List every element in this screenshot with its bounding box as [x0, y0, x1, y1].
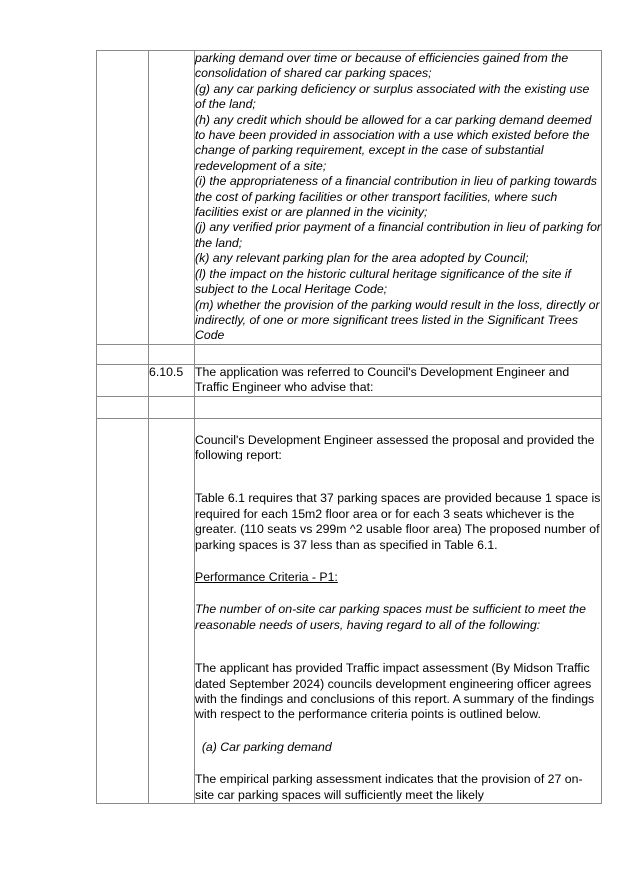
criteria-item: (i) the appropriateness of a financial contribution in lieu of parking towards the cost of parking facilities or other transport facilities, where such facilities exist or are planned in the vicinity; [195, 174, 597, 220]
report-intro: Council's Development Engineer assessed the proposal and provided the following report: [195, 432, 595, 462]
empty-cell [195, 396, 602, 418]
table-row [97, 396, 602, 418]
empty-cell [97, 344, 149, 364]
table-row [97, 51, 602, 345]
empty-cell [149, 396, 195, 418]
table-requirement-text: Table 6.1 requires that 37 parking spaces are provided because 1 space is required for each 15m2 floor area or for each 3 seats whichever is the greater. (110 seats vs 299m ^2 usable floor area) The proposed number of parking spaces is 37 less than as specified in Table 6.1. [195, 491, 601, 552]
empty-cell [97, 364, 149, 396]
performance-criteria-heading: Performance Criteria - P1: [195, 569, 338, 584]
section-text: The application was referred to Council's Development Engineer and Traffic Engineer who advise that: [195, 364, 602, 396]
assessment-summary: The applicant has provided Traffic impact assessment (By Midson Traffic dated September 2024) councils development engineering officer agrees with the findings and conclusions of this report. A summary of the findings with respect to the performance criteria points is outlined below. [195, 661, 595, 722]
table-row [97, 344, 602, 364]
criteria-list-cell [195, 51, 602, 345]
empty-cell [97, 418, 149, 804]
empirical-assessment-text: The empirical parking assessment indicates that the provision of 27 on-site car parking spaces will sufficiently meet the likely [195, 772, 583, 802]
criteria-item: (h) any credit which should be allowed for a car parking demand deemed to have been provided in association with a use which existed before the change of parking requirement, except in the case of substantial redevelopment of a site; [195, 112, 592, 173]
empty-cell [97, 396, 149, 418]
criteria-item: (l) the impact on the historic cultural heritage significance of the site if subject to the Local Heritage Code; [195, 266, 571, 297]
criteria-item: (m) whether the provision of the parking would result in the loss, directly or indirectly, of one or more significant trees listed in the Significant Trees Code [195, 297, 600, 343]
table-row [97, 418, 602, 804]
empty-cell [195, 344, 602, 364]
car-parking-demand-subheading: (a) Car parking demand [195, 739, 332, 754]
criteria-item: (j) any verified prior payment of a financial contribution in lieu of parking for the land; [195, 220, 602, 250]
table-row [97, 364, 602, 396]
criteria-item: (k) any relevant parking plan for the area adopted by Council; [195, 251, 529, 266]
assessment-table [96, 50, 602, 804]
empty-cell [97, 51, 149, 345]
section-number: 6.10.5 [149, 364, 195, 396]
criteria-item: (g) any car parking deficiency or surplus associated with the existing use of the land; [195, 81, 590, 112]
engineer-report-cell [195, 418, 602, 804]
performance-criteria-text: The number of on-site car parking spaces must be sufficient to meet the reasonable needs of users, having regard to all of the following: [195, 602, 586, 632]
empty-cell [149, 344, 195, 364]
empty-cell [149, 51, 195, 345]
empty-cell [149, 418, 195, 804]
criteria-item: parking demand over time or because of efficiencies gained from the consolidation of shared car parking spaces; [195, 51, 569, 81]
